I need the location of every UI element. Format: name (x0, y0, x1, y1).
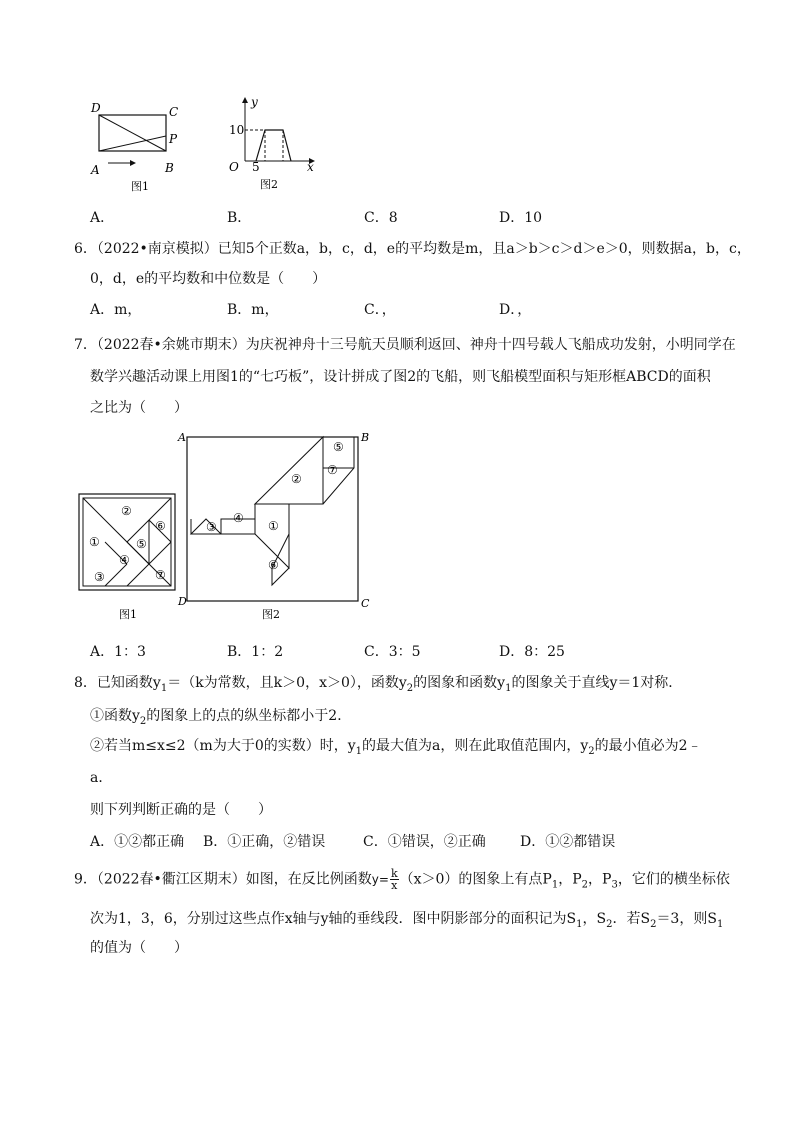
svg-text:⑤: ⑤ (136, 537, 147, 551)
svg-text:C: C (361, 597, 370, 610)
svg-text:O: O (229, 160, 239, 174)
q5-figure-2 (225, 95, 325, 193)
caption-fig2: 图2 (262, 608, 280, 621)
svg-text:x: x (307, 160, 314, 174)
label-p: P (169, 132, 178, 146)
q6-option-c[interactable]: C．， (364, 302, 396, 318)
q7-option-b[interactable]: B．1：2 (227, 644, 284, 660)
svg-text:⑤: ⑤ (333, 440, 344, 454)
caption-fig1: 图1 (131, 180, 149, 192)
svg-text:⑦: ⑦ (327, 463, 338, 477)
svg-text:①: ① (268, 519, 279, 533)
q8-statement-2-cont: a． (90, 770, 113, 786)
q8-statement-2: ②若当m≤x≤2（m为大于0的实数）时，$y_1$的最大值为a，则在此取值范围内，$y_2$的最小值必为2﹣ (90, 738, 702, 757)
q7-option-a[interactable]: A．1：3 (90, 644, 146, 660)
q9-line-2: 次为1，3，6，分别过这些点作x轴与y轴的垂线段．图中阴影部分的面积记为$S_1$，$S_2$．若$S_2=3$，则$S_1$ (90, 911, 724, 930)
svg-text:⑦: ⑦ (155, 568, 166, 582)
svg-text:④: ④ (119, 553, 130, 567)
q8-statement-1: ①函数$y_2$的图象上的点的纵坐标都小于2． (90, 708, 352, 727)
svg-text:y: y (251, 95, 258, 109)
q7-figure-2 (176, 430, 372, 622)
q6-option-a[interactable]: A．m， (90, 302, 142, 318)
svg-text:D: D (178, 595, 187, 608)
svg-text:①: ① (89, 535, 100, 549)
svg-text:⑥: ⑥ (268, 558, 279, 572)
q8-line-1: 8．已知函数$y_1=(k$为常数，且k＞0，x＞0），函数$y_2$的图象和函数$y_1$的图象关于直线y＝1对称． (74, 675, 683, 694)
q9-line-1: 9．（2022春•衢江区期末）如图，在反比例函数y= $\frac{k}{x}$ （x＞0）的图象上有点$P_1$，$P_2$，$P_3$，它们的横坐标依 (74, 867, 730, 892)
graph-trapezoid (256, 130, 291, 161)
svg-text:③: ③ (94, 570, 105, 584)
svg-text:④: ④ (233, 511, 244, 525)
q7-option-c[interactable]: C．3：5 (364, 644, 421, 660)
q5-figure-1 (88, 100, 188, 192)
svg-text:⑥: ⑥ (155, 519, 166, 533)
svg-text:10: 10 (229, 123, 245, 137)
label-c: C (169, 105, 179, 119)
q7-line-3: 之比为（ ） (90, 400, 188, 416)
svg-text:②: ② (121, 504, 132, 518)
svg-text:③: ③ (206, 520, 217, 534)
q6-option-d[interactable]: D．， (499, 302, 532, 318)
q5-option-b[interactable]: B． (227, 210, 252, 226)
diagonal-db (99, 115, 166, 151)
caption-fig2: 图2 (260, 178, 278, 191)
q8-option-d[interactable]: D．①②都错误 (520, 834, 616, 850)
label-a: A (91, 163, 100, 177)
q7-line-1: 7．（2022春•余姚市期末）为庆祝神舟十三号航天员顺利返回、神舟十四号载人飞船成功发射，小明同学在 (74, 337, 736, 353)
q7-option-d[interactable]: D．8：25 (499, 644, 565, 660)
svg-text:A: A (178, 431, 186, 444)
q9-line-3: 的值为（ ） (90, 940, 188, 956)
caption-fig1: 图1 (119, 608, 137, 621)
q6-option-b[interactable]: B．m， (227, 302, 279, 318)
label-b: B (165, 161, 174, 175)
arrow-icon (130, 160, 136, 166)
q8-option-c[interactable]: C．①错误，②正确 (363, 834, 486, 850)
q5-option-a[interactable]: A． (90, 210, 115, 226)
q6-line-2: 0，d，e的平均数和中位数是（ ） (90, 271, 327, 287)
q5-option-d[interactable]: D．10 (499, 210, 543, 226)
q8-option-b[interactable]: B．①正确，②错误 (203, 834, 326, 850)
fraction-k-over-x: $\frac{k}{x}$ (390, 867, 398, 892)
q7-line-2: 数学兴趣活动课上用图1的“七巧板”，设计拼成了图2的飞船，则飞船模型面积与矩形框ABCD的面积 (90, 369, 711, 385)
svg-text:②: ② (291, 472, 302, 486)
label-d: D (91, 101, 101, 115)
q6-line-1: 6．（2022•南京模拟）已知5个正数a，b，c，d，e的平均数是m，且a＞b＞c＞d＞e＞0，则数据a，b，c， (74, 241, 751, 257)
svg-text:5: 5 (252, 160, 260, 174)
svg-text:B: B (361, 431, 370, 444)
q7-figure-1 (76, 490, 180, 622)
segment-ap (99, 136, 166, 151)
q5-option-c[interactable]: C．8 (364, 210, 398, 226)
q8-question: 则下列判断正确的是（ ） (90, 802, 272, 818)
q8-option-a[interactable]: A．①②都正确 (90, 834, 185, 850)
